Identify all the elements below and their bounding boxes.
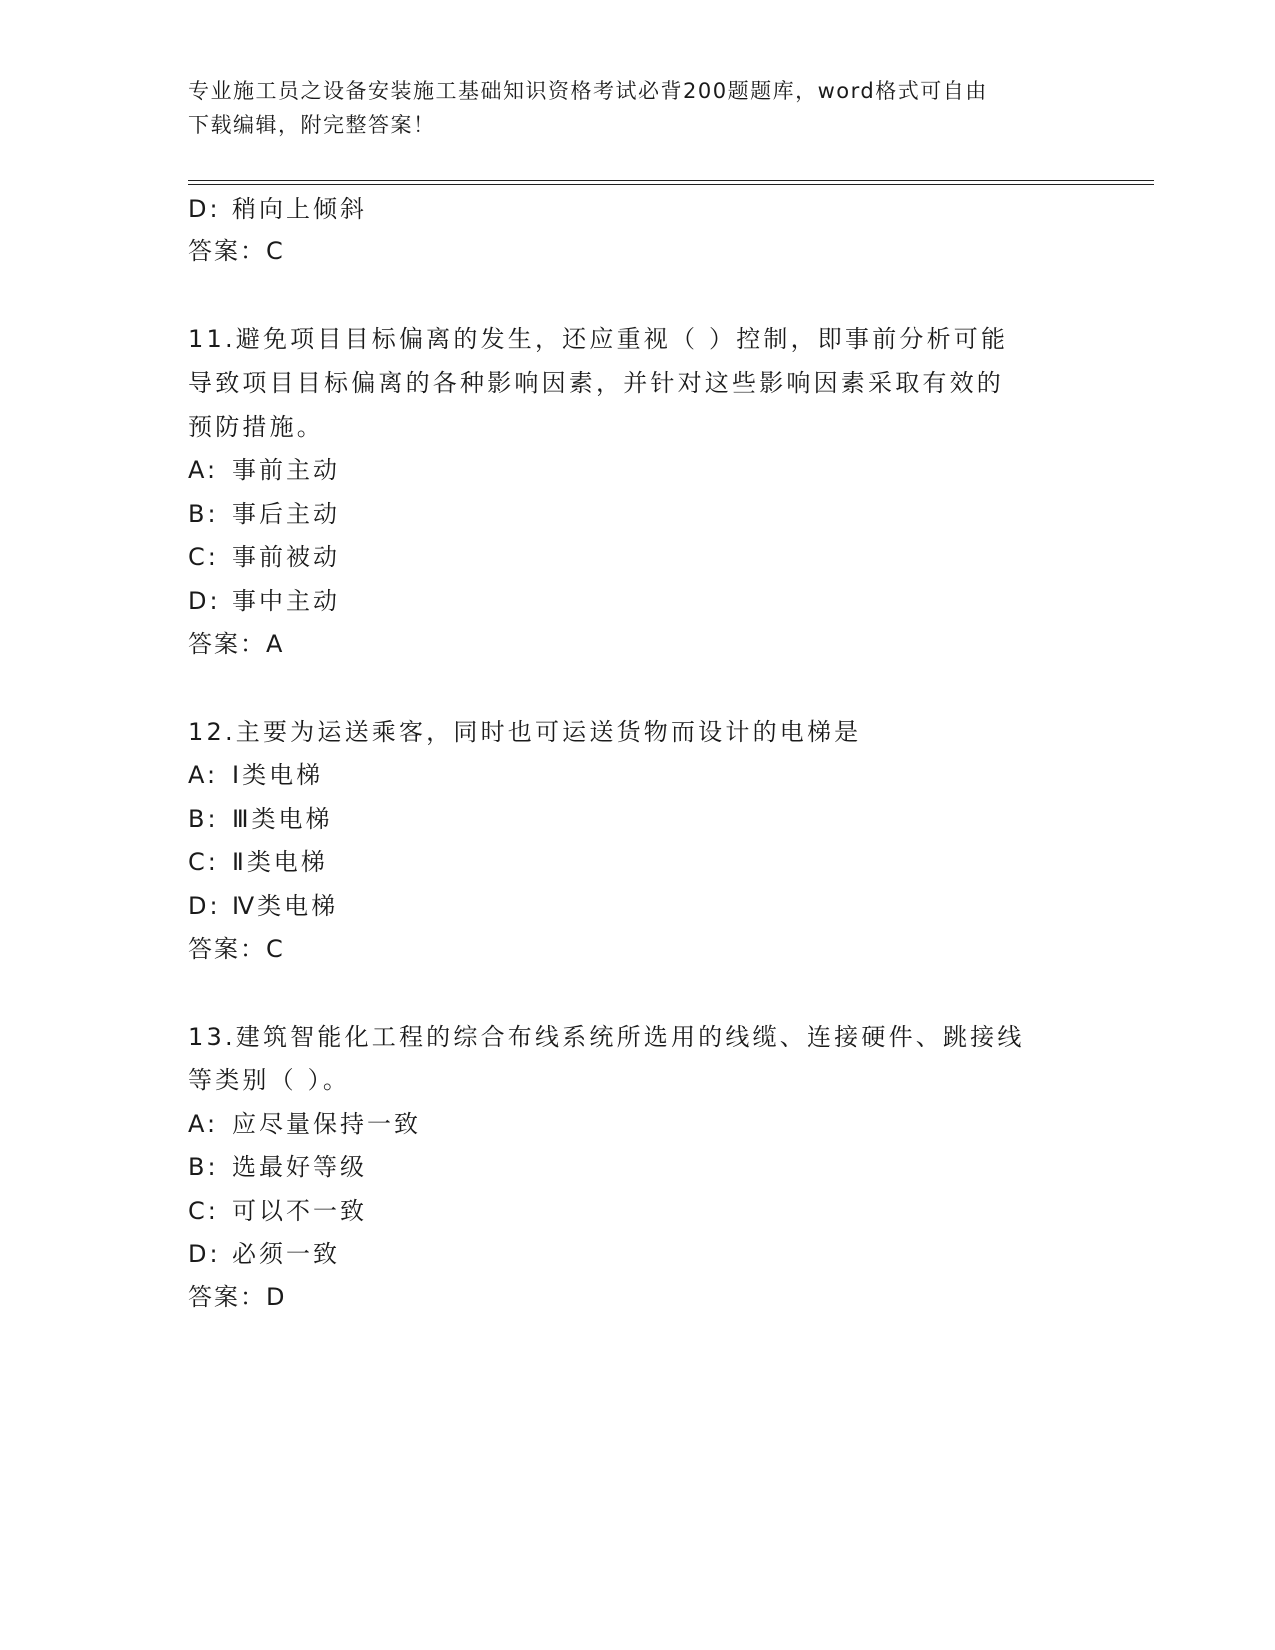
option-text: Ⅲ类电梯	[232, 805, 333, 833]
answer-value: A	[266, 630, 284, 658]
question-11-option-a	[188, 447, 340, 493]
option-key: B:	[188, 805, 219, 833]
option-key: C:	[188, 1197, 219, 1225]
option-text: Ⅰ类电梯	[232, 761, 324, 789]
option-key: A:	[188, 1110, 219, 1138]
header-divider-bottom	[188, 184, 1154, 185]
answer-label: 答案：	[188, 1283, 266, 1311]
option-key: D:	[188, 892, 221, 920]
question-11-option-d	[188, 578, 340, 624]
option-key: D:	[188, 587, 221, 615]
question-11-line-2: 导致项目目标偏离的各种影响因素，并针对这些影响因素采取有效的	[188, 369, 1004, 397]
answer-label: 答案：	[188, 935, 266, 963]
document-header	[188, 74, 1088, 142]
question-13-answer	[188, 1274, 285, 1320]
question-11-option-c	[188, 534, 340, 580]
option-text: 必须一致	[232, 1240, 340, 1268]
question-12-option-b	[188, 796, 333, 842]
answer-value: C	[266, 935, 284, 963]
answer-line	[188, 228, 284, 274]
option-text: Ⅱ类电梯	[232, 848, 328, 876]
option-key: C:	[188, 848, 219, 876]
question-13-line-2: 等类别（ ）。	[188, 1066, 351, 1094]
question-11-option-b	[188, 491, 340, 537]
answer-value: C	[266, 237, 284, 265]
option-key: C:	[188, 543, 219, 571]
option-text: 事前主动	[232, 456, 340, 484]
header-divider-top	[188, 180, 1154, 181]
answer-label: 答案：	[188, 237, 266, 265]
option-key: A:	[188, 761, 219, 789]
question-12-option-c	[188, 839, 328, 885]
option-key: D:	[188, 1240, 221, 1268]
question-12-answer	[188, 926, 284, 972]
option-text: 应尽量保持一致	[232, 1110, 421, 1138]
question-11-line-1: 11.避免项目目标偏离的发生，还应重视（ ）控制，即事前分析可能	[188, 325, 1009, 353]
question-13-option-a	[188, 1101, 421, 1147]
question-13-option-c	[188, 1188, 367, 1234]
question-13-option-b	[188, 1144, 367, 1190]
answer-label: 答案：	[188, 630, 266, 658]
question-12-option-a	[188, 752, 323, 798]
question-13-line-1: 13.建筑智能化工程的综合布线系统所选用的线缆、连接硬件、跳接线	[188, 1023, 1025, 1051]
header-line-2: 下载编辑，附完整答案！	[188, 113, 436, 137]
option-key: D:	[188, 195, 221, 223]
option-text: 选最好等级	[232, 1153, 367, 1181]
option-text: Ⅳ类电梯	[232, 892, 339, 920]
question-11-line-3: 预防措施。	[188, 413, 324, 441]
option-key: A:	[188, 456, 219, 484]
header-line-1: 专业施工员之设备安装施工基础知识资格考试必背200题题库，word格式可自由	[188, 79, 988, 103]
answer-value: D	[266, 1283, 286, 1311]
question-11-answer	[188, 621, 283, 667]
option-text: 事后主动	[232, 500, 340, 528]
option-text: 事中主动	[232, 587, 340, 615]
option-text: 可以不一致	[232, 1197, 367, 1225]
option-text: 稍向上倾斜	[232, 195, 367, 223]
option-key: B:	[188, 1153, 219, 1181]
question-12-option-d	[188, 883, 338, 929]
question-12-line-1: 12.主要为运送乘客，同时也可运送货物而设计的电梯是	[188, 718, 862, 746]
question-13-option-d	[188, 1231, 340, 1277]
option-text: 事前被动	[232, 543, 340, 571]
option-d	[188, 186, 367, 232]
option-key: B:	[188, 500, 219, 528]
